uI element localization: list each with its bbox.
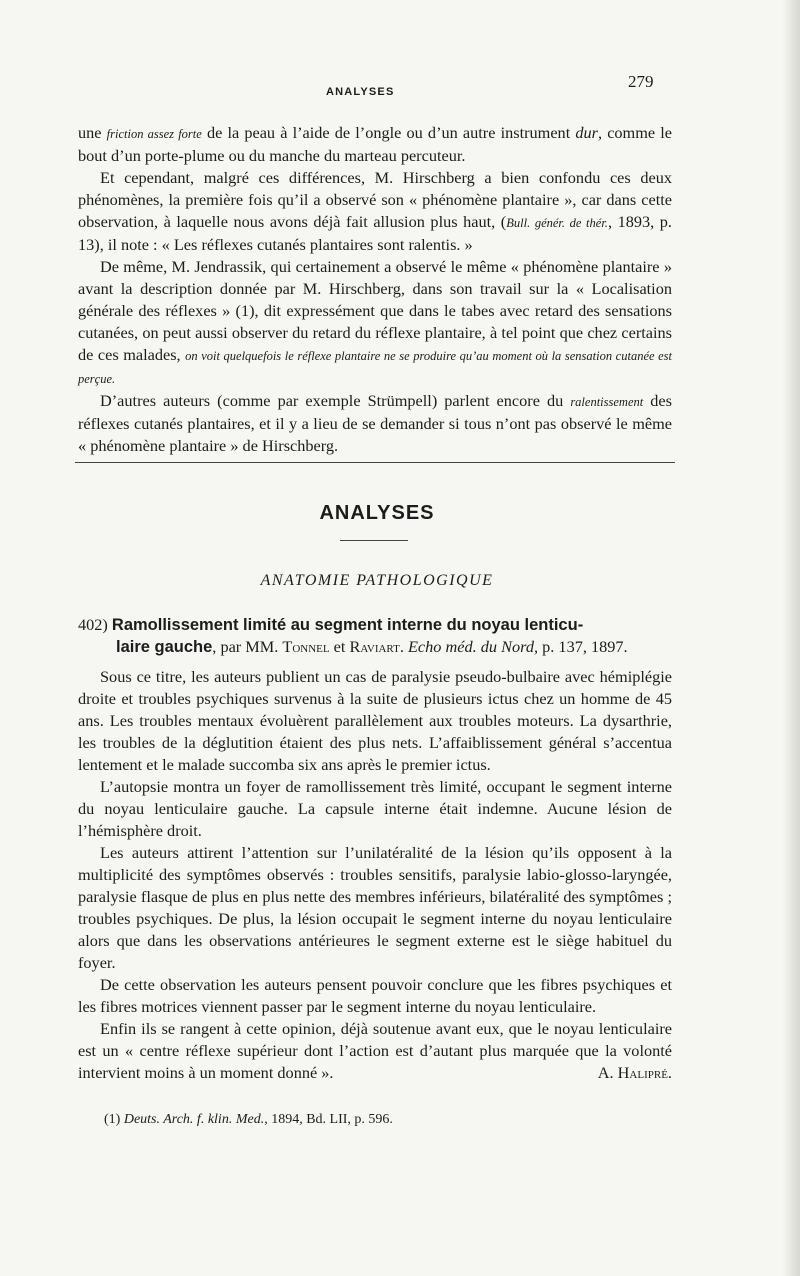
paragraph: De même, M. Jendrassik, qui certainement a observé le même « phénomène plantaire » avant la description donnée par M. Hirschberg, dans son travail sur la « Localisation générale des réflexes » (1), dit expressément que dans le tabes avec retard des sensations cutanées, on peut aussi observer du retard du réflexe plantaire, à tel point que chez certains de ces malades, on voit quelquefois le réflexe plantaire ne se produire qu’au moment où la sensation cutanée est perçue. — [78, 257, 673, 386]
entry-number: 402) — [78, 615, 108, 634]
journal-name: Echo méd. du Nord, — [407, 637, 539, 656]
section-divider — [75, 462, 675, 463]
paragraph: L’autopsie montra un foyer de ramollissement très limité, occupant le segment interne du noyau lenticulaire gauche. La capsule interne était indemne. Aucune lésion de l’hémisphère droit. — [78, 777, 672, 840]
entry-heading — [78, 614, 672, 658]
review-body — [78, 666, 672, 1084]
paragraph: une friction assez forte de la peau à l’aide de l’ongle ou d’un autre instrument dur, comme le bout d’un porte-plume ou du manche du marteau percuteur. — [78, 123, 672, 165]
entry-heading-line2: laire gauche, par MM. Tonnel et Raviart. Echo méd. du Nord, p. 137, 1897. — [116, 637, 628, 656]
paragraph: Les auteurs attirent l’attention sur l’unilatéralité de la lésion qu’ils opposent à la multiplicité des symptômes observés : troubles sensitifs, paralysie labio-glosso-laryngée, paralysie flasque de plus en plus nette des membres inférieurs, bilatéralité des symptômes ; troubles psychiques. De plus, la lésion occupait le segment interne du noyau lenticulaire alors que dans les observations antérieures le segment externe est le siège habituel du foyer. — [78, 843, 672, 972]
footnote: (1) Deuts. Arch. f. klin. Med., 1894, Bd. LII, p. 596. — [104, 1112, 393, 1127]
paragraph: Et cependant, malgré ces différences, M. Hirschberg a bien confondu ces deux phénomènes, la première fois qu’il a observé son « phénomène plantaire », car dans cette observation, à laquelle nous avons déjà fait allusion plus haut, (Bull. génér. de thér., 1893, p. 13), il note : « Les réflexes cutanés plantaires sont ralentis. » — [78, 168, 672, 254]
paragraph: D’autres auteurs (comme par exemple Strümpell) parlent encore du ralentissement des réflexes cutanés plantaires, et il y a lieu de se demander si tous n’ont pas observé le même « phénomène plantaire » de Hirschberg. — [78, 391, 672, 455]
continued-text — [78, 122, 672, 457]
page-edge-shadow — [782, 0, 800, 1276]
section-heading: ANALYSES — [319, 502, 435, 524]
page-number: 279 — [628, 72, 654, 91]
paragraph: Enfin ils se rangent à cette opinion, déjà soutenue avant eux, que le noyau lenticulaire est un « centre réflexe supérieur dont l’action est d’autant plus marquée que la volonté intervient moins à un moment donné ». A. Halipré. — [78, 1019, 672, 1082]
reviewer-signature: A. Halipré. — [597, 1063, 672, 1082]
entry-heading-line1 — [78, 614, 672, 636]
entry-title: Ramollissement limité au segment interne du noyau lenticu- — [111, 616, 584, 634]
paragraph: De cette observation les auteurs pensent pouvoir conclure que les fibres psychiques et les fibres motrices viennent passer par le segment interne du noyau lenticulaire. — [78, 975, 672, 1016]
author: Tonnel — [282, 637, 330, 656]
author: Raviart — [349, 637, 400, 656]
subsection-heading: ANATOMIE PATHOLOGIQUE — [260, 572, 494, 589]
paragraph: Sous ce titre, les auteurs publient un cas de paralysie pseudo-bulbaire avec hémiplégie droite et troubles psychiques survenus à la suite de plusieurs ictus chez un homme de 45 ans. Les troubles mentaux évoluèrent parallèlement aux troubles moteurs. La dysarthrie, les troubles de la déglutition étaient des plus nets. L’affaiblissement général s’accentua lentement et le malade succomba six ans après le premier ictus. — [78, 667, 672, 774]
running-title: ANALYSES — [326, 86, 395, 98]
heading-rule — [340, 540, 408, 541]
